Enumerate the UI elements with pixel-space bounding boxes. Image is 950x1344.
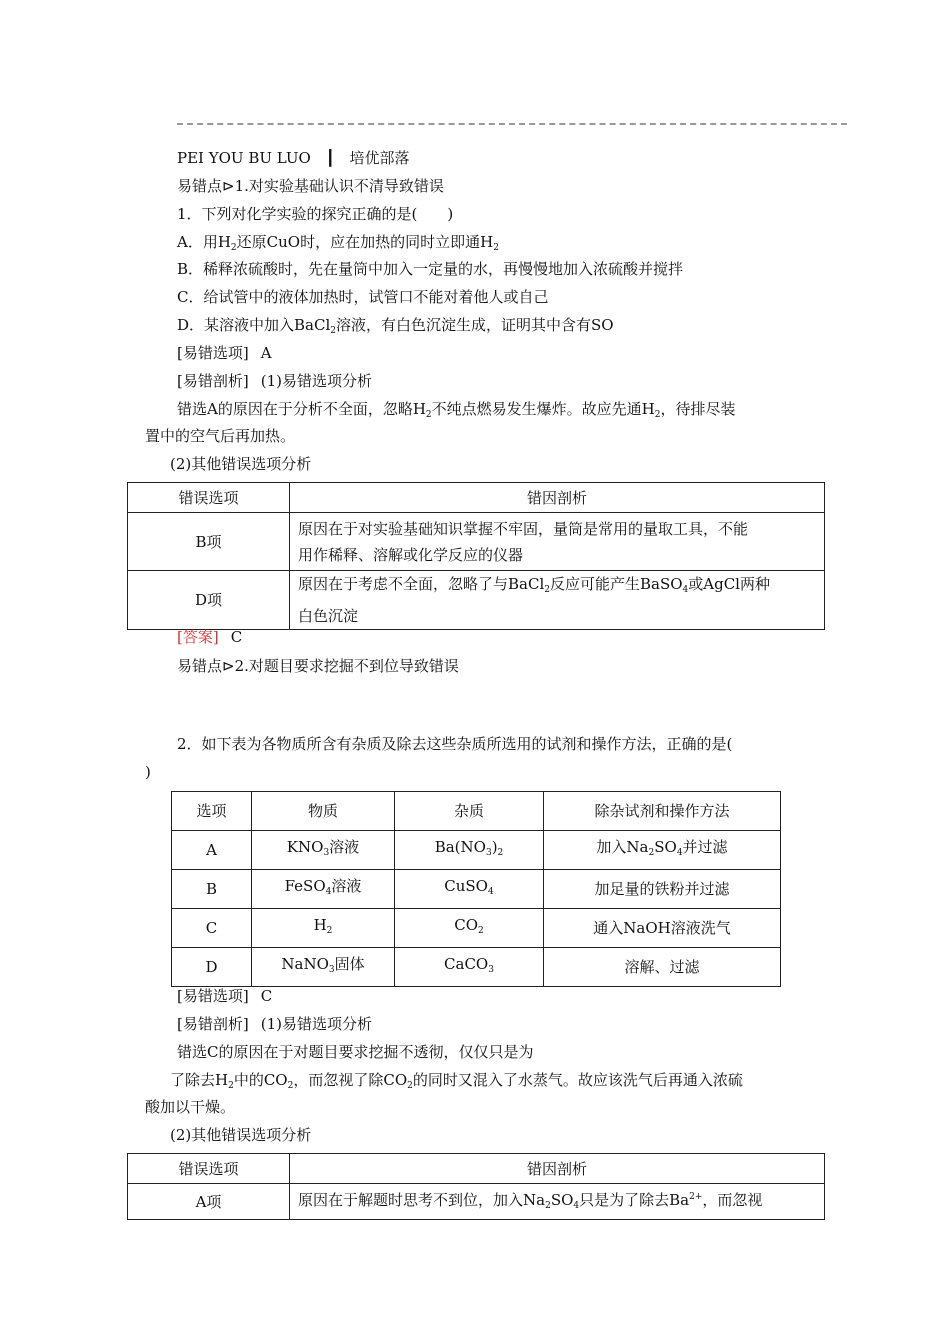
table-cell: A	[172, 831, 252, 870]
question-2-stem-line2: )	[145, 763, 151, 781]
q1-answer	[177, 627, 242, 647]
brand-chinese: 培优部落	[349, 149, 410, 167]
table-cell: 原因在于对实验基础知识掌握不牢固，量筒是常用的量取工具，不能 用作稀释、溶解或化学反应的仪器	[290, 513, 825, 571]
table-row	[172, 870, 781, 909]
table-cell: D项	[128, 571, 290, 630]
header-dashed-rule	[177, 123, 847, 125]
table-header-row	[172, 792, 781, 831]
question-2-stem-line1: 2．如下表为各物质所含有杂质及除去这些杂质所选用的试剂和操作方法，正确的是(	[177, 735, 733, 753]
q2-analysis-paragraph-line1: 错选C的原因在于对题目要求挖掘不透彻，仅仅只是为	[177, 1043, 534, 1061]
wrong-option-value: A	[260, 344, 272, 362]
q1-other-options-heading: (2)其他错误选项分析	[170, 455, 312, 473]
table-header-cell: 物质	[252, 792, 395, 831]
q2-other-options-table	[127, 1153, 825, 1220]
question-1-option-a: A．用$H_2$还原CuO时，应在加热的同时立即通$H_2$	[177, 233, 499, 253]
table-cell: A项	[128, 1184, 290, 1220]
table-cell: CuSO$_4$	[395, 870, 544, 909]
table-header-cell: 错因剖析	[290, 1154, 825, 1184]
q2-other-options-heading: (2)其他错误选项分析	[170, 1126, 312, 1144]
table-cell: 加足量的铁粉并过滤	[544, 870, 781, 909]
table-row	[172, 831, 781, 870]
error-point-text: 1.对实验基础认识不清导致错误	[234, 177, 444, 195]
table-header-cell: 错误选项	[128, 483, 290, 513]
q2-impurity-table	[171, 791, 781, 987]
table-cell: $CO_2$	[395, 909, 544, 948]
table-cell: CaCO$_3$	[395, 948, 544, 987]
table-cell: FeSO$_4$溶液	[252, 870, 395, 909]
table-cell: $KNO_3$溶液	[252, 831, 395, 870]
question-1-option-d: D．某溶液中加入BaCl$_2$溶液，有白色沉淀生成，证明其中含有SO	[177, 316, 614, 336]
question-1-option-b: B．稀释浓硫酸时，先在量筒中加入一定量的水，再慢慢地加入浓硫酸并搅拌	[177, 260, 684, 278]
q2-analysis-heading: [易错剖析] (1)易错选项分析	[177, 1015, 372, 1033]
q2-analysis-paragraph-line3: 酸加以干燥。	[145, 1098, 236, 1116]
q1-analysis-paragraph-line2: 置中的空气后再加热。	[145, 427, 296, 445]
table-row	[172, 948, 781, 987]
table-header-cell: 杂质	[395, 792, 544, 831]
table-header-cell: 错误选项	[128, 1154, 290, 1184]
error-point-label: 易错点	[177, 657, 223, 675]
q2-analysis-paragraph-line2: 了除去$H_2$中的$CO_2$，而忽视了除$CO_2$的同时又混入了水蒸气。故应该洗气后再通入浓硫	[170, 1071, 743, 1091]
q1-analysis-heading: [易错剖析] (1)易错选项分析	[177, 372, 372, 390]
wrong-option-value: C	[260, 987, 273, 1005]
table-row	[128, 1184, 825, 1220]
triangle-marker-icon: ⊳	[222, 177, 235, 195]
answer-label: [答案]	[177, 628, 219, 646]
table-row	[128, 513, 825, 571]
table-cell: C	[172, 909, 252, 948]
table-row	[172, 909, 781, 948]
error-point-1	[177, 176, 444, 196]
q1-wrong-option	[177, 343, 272, 363]
brand-pinyin: PEI YOU BU LUO	[177, 149, 311, 167]
table-cell: D	[172, 948, 252, 987]
table-cell: 原因在于考虑不全面，忽略了与BaCl$_2$反应可能产生BaSO$_4$或AgCl两种 白色沉淀	[290, 571, 825, 630]
question-1-stem: 1．下列对化学实验的探究正确的是( )	[177, 205, 454, 223]
table-header-cell: 除杂试剂和操作方法	[544, 792, 781, 831]
wrong-option-label: [易错选项]	[177, 987, 249, 1005]
table-cell: B	[172, 870, 252, 909]
triangle-marker-icon: ⊳	[222, 657, 235, 675]
table-cell: 溶解、过滤	[544, 948, 781, 987]
table-cell: NaNO$_3$固体	[252, 948, 395, 987]
q1-other-options-table	[127, 482, 825, 630]
table-cell: $Ba(NO_3)_2$	[395, 831, 544, 870]
q2-wrong-option	[177, 986, 272, 1006]
table-row	[128, 571, 825, 630]
error-point-label: 易错点	[177, 177, 223, 195]
table-header-row	[128, 483, 825, 513]
question-1-option-c: C．给试管中的液体加热时，试管口不能对着他人或自己	[177, 288, 549, 306]
wrong-option-label: [易错选项]	[177, 344, 249, 362]
table-cell: 通入NaOH溶液洗气	[544, 909, 781, 948]
table-cell: 原因在于解题时思考不到位，加入$Na_2SO_4$只是为了除去$Ba^{2+}$，而忽视	[290, 1184, 825, 1220]
table-header-row	[128, 1154, 825, 1184]
q1-analysis-paragraph-line1: 错选A的原因在于分析不全面，忽略$H_2$不纯点燃易发生爆炸。故应先通$H_2$，待排尽装	[177, 400, 736, 420]
table-cell: $H_2$	[252, 909, 395, 948]
table-header-cell: 选项	[172, 792, 252, 831]
brand-separator: ┃	[325, 149, 335, 167]
table-cell: B项	[128, 513, 290, 571]
brand-header	[177, 148, 409, 168]
error-point-text: 2.对题目要求挖掘不到位导致错误	[234, 657, 459, 675]
error-point-2	[177, 656, 459, 676]
table-cell: 加入$Na_2SO_4$并过滤	[544, 831, 781, 870]
table-header-cell: 错因剖析	[290, 483, 825, 513]
answer-value: C	[230, 628, 243, 646]
